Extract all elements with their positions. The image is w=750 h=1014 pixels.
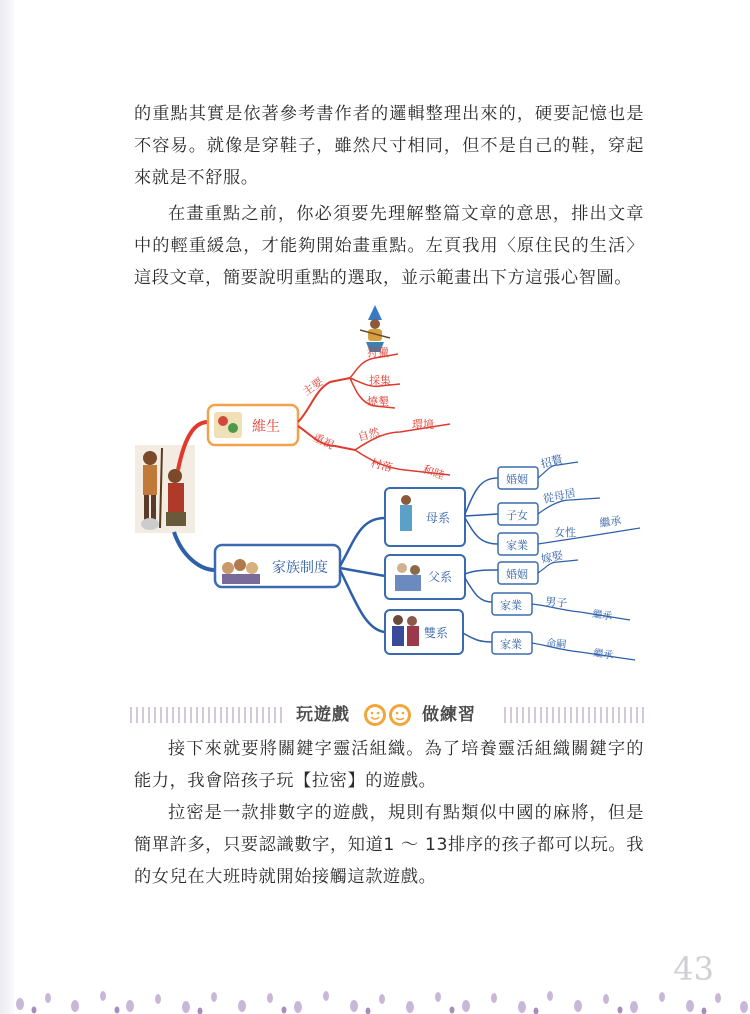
central-people-illustration [135,445,195,533]
node-patrilineal-label: 父系 [428,570,453,584]
bilateral-family-item1: 命嗣 [545,638,567,651]
smiley-faces-icon [362,702,418,728]
leaf-gathering: 採集 [369,374,391,387]
sub-main-label: 主要 [300,375,326,399]
leaf-nature: 自然 [356,425,382,444]
patri-family: 家業 [500,599,522,612]
matri-family: 家業 [506,539,528,552]
matri-family-item2: 繼承 [598,514,623,530]
banner-title-practice: 做練習 [422,705,476,725]
matri-marriage: 婚姻 [506,473,528,486]
decorative-dot-border [0,984,750,1014]
paragraph-1: 的重點其實是依著參考書作者的邏輯整理出來的，硬要記憶也是不容易。就像是穿鞋子，雖然尺寸相同，但不是自己的鞋，穿起來就是不舒服。 [134,104,644,188]
mind-map [130,300,645,675]
patri-marriage-item: 嫁娶 [539,548,565,566]
matri-marriage-item: 招贅 [539,452,565,471]
node-matrilineal-box [385,488,465,546]
leaf-slash-burn: 燒墾 [367,395,389,408]
patri-family-item1: 男子 [544,595,568,610]
node-matrilineal-label: 母系 [426,511,451,525]
matri-children: 子女 [506,509,528,522]
patri-marriage: 婚姻 [506,568,528,581]
page-edge [0,0,14,1014]
section-banner [130,700,644,730]
leaf-village: 村落 [369,456,394,475]
bilateral-family-item2: 繼承 [592,648,614,662]
leaf-hunting: 狩獵 [367,346,389,359]
matri-family-item1: 女性 [554,526,576,539]
paragraph-2: 在畫重點之前，你必須要先理解整篇文章的意思，排出文章中的輕重緩急，才能夠開始畫重點。左頁我用〈原住民的生活〉這段文章，簡要說明重點的選取，並示範畫出下方這張心智圖。 [134,204,644,288]
leaf-harmony: 和睦 [420,462,447,483]
native-figure-illustration [360,305,390,352]
node-bilateral-label: 雙系 [424,626,449,640]
sub-value-label: 重視 [310,430,337,453]
node-livelihood-label: 維生 [252,419,280,435]
leaf-environment: 環境 [412,418,434,431]
banner-title-play: 玩遊戲 [296,705,350,725]
matri-children-item: 從母居 [541,486,577,506]
banner-right-stripes [504,707,644,723]
banner-left-stripes [130,707,285,723]
patri-family-item2: 繼承 [591,609,613,623]
bilateral-family: 家業 [500,638,522,651]
node-family-system-label: 家族制度 [272,560,328,576]
paragraph-3: 接下來就要將關鍵字靈活組織。為了培養靈活組織關鍵字的能力，我會陪孩子玩【拉密】的遊戲。 [134,739,644,791]
page-number: 43 [673,950,714,988]
paragraph-4: 拉密是一款排數字的遊戲，規則有點類似中國的麻將，但是簡單許多，只要認識數字，知道1 ～ 13排序的孩子都可以玩。我的女兒在大班時就開始接觸這款遊戲。 [134,803,644,887]
